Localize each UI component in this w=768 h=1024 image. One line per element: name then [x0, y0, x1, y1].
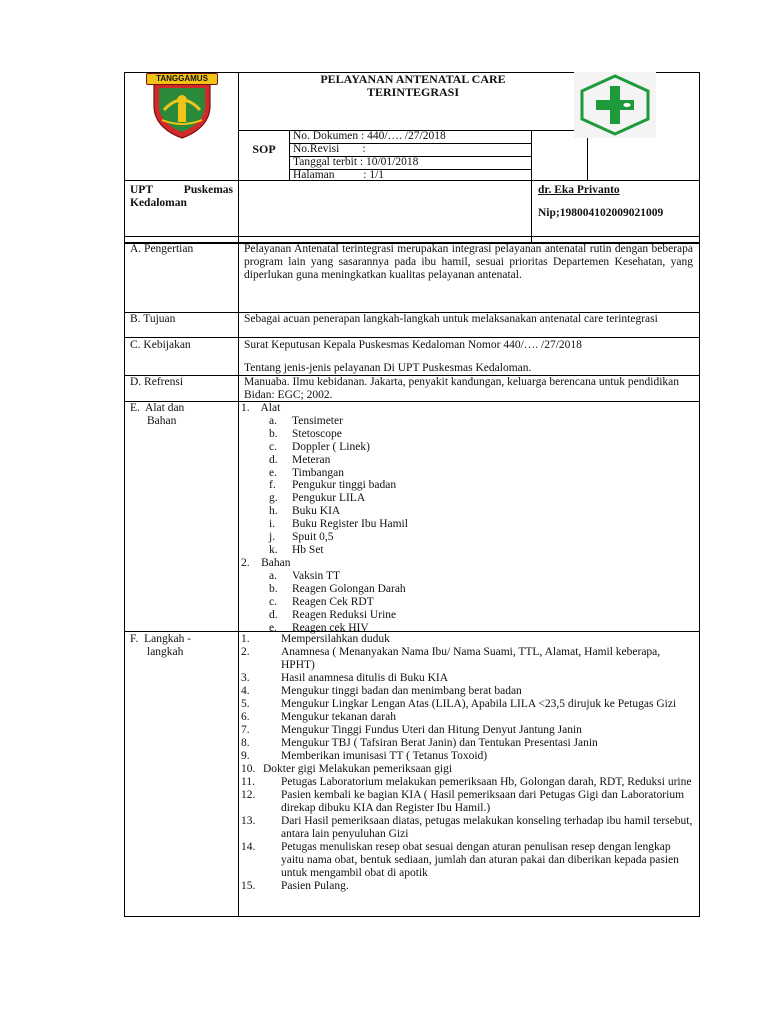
- sop-label: SOP: [252, 142, 276, 156]
- list-item: d. Reagen Reduksi Urine: [269, 608, 397, 621]
- kebijakan-line1: Surat Keputusan Kepala Puskesmas Kedaloman Nomor 440/…. /27/2018: [244, 339, 582, 351]
- list-item: e. Reagen cek HIV: [269, 621, 369, 634]
- list-item: 2. Anamnesa ( Menanyakan Nama Ibu/ Nama Suami, TTL, Alamat, Hamil keberapa, HPHT): [241, 646, 661, 671]
- alat-label-cell: [124, 401, 239, 632]
- sop-document: [124, 72, 700, 917]
- list-item: f. Pengukur tinggi badan: [269, 479, 397, 492]
- doc-revision: No.Revisi :: [293, 143, 366, 155]
- refrensi-text: Manuaba. Ilmu kebidanan. Jakarta, penyakit kandungan, keluarga berencana untuk pendidikan Bidan: EGC; 2002.: [244, 376, 680, 401]
- logo-label: TANGGAMUS: [156, 74, 208, 83]
- health-logo: [574, 72, 656, 138]
- alat-list: [269, 415, 569, 557]
- list-item: i. Buku Register Ibu Hamil: [269, 518, 408, 531]
- list-item: 13. Dari Hasil pemeriksaan diatas, petugas melakukan konseling terhadap ibu hamil tersebut, antara lain penyuluhan Gizi: [241, 815, 693, 840]
- list-item: j. Spuit 0,5: [269, 531, 334, 544]
- pengertian-label: A. Pengertian: [130, 243, 194, 255]
- list-item: 12. Pasien kembali ke bagian KIA ( Hasil pemeriksaan dari Petugas Gigi dan Laboratorium direkap dibuku KIA dan Register Ibu Hamil.): [241, 789, 685, 814]
- title-line1: PELAYANAN ANTENATAL CARE: [320, 72, 506, 86]
- alat-label-line1: E. Alat dan: [130, 402, 185, 414]
- langkah-label-cell: [124, 631, 239, 917]
- title-line2: TERINTEGRASI: [366, 85, 460, 99]
- list-item: 15. Pasien Pulang.: [241, 880, 349, 892]
- list-item: 5. Mengukur Lingkar Lengan Atas (LILA), Apabila LILA <23,5 dirujuk ke Petugas Gizi: [241, 698, 677, 710]
- list-item: 1. Mempersilahkan duduk: [241, 633, 390, 645]
- list-item: b. Stetoscope: [269, 427, 342, 440]
- doctor-nip: Nip;198004102009021009: [538, 207, 664, 219]
- list-item: a. Vaksin TT: [269, 570, 341, 582]
- list-item: h. Buku KIA: [269, 505, 341, 518]
- list-item: 3. Hasil anamnesa ditulis di Buku KIA: [241, 672, 449, 684]
- list-item: 4. Mengukur tinggi badan dan menimbang berat badan: [241, 685, 522, 697]
- list-item: a. Tensimeter: [269, 415, 343, 427]
- alat-heading: 1. Alat: [241, 402, 281, 414]
- tanggamus-logo: [148, 76, 216, 140]
- list-item: c. Doppler ( Linek): [269, 440, 370, 453]
- green-cross-icon: [574, 72, 656, 138]
- list-item: b. Reagen Golongan Darah: [269, 582, 406, 595]
- alat-label-line2: Bahan: [147, 415, 177, 427]
- tujuan-label: B. Tujuan: [130, 313, 176, 325]
- list-item: 9. Memberikan imunisasi TT ( Tetanus Toxoid): [241, 750, 488, 762]
- langkah-label-line1: F. Langkah -: [130, 633, 192, 645]
- bahan-heading: 2. Bahan: [241, 557, 291, 569]
- list-item: c. Reagen Cek RDT: [269, 595, 374, 608]
- tujuan-text: Sebagai acuan penerapan langkah-langkah untuk melaksanakan antenatal care terintegrasi: [244, 313, 658, 325]
- list-item: 10. Dokter gigi Melakukan pemeriksaan gigi: [241, 763, 453, 775]
- bahan-list: [269, 570, 569, 634]
- langkah-list: [241, 633, 693, 893]
- kebijakan-line2: Tentang jenis-jenis pelayanan Di UPT Puskesmas Kedaloman.: [244, 362, 532, 374]
- list-item: 14. Petugas menuliskan resep obat sesuai dengan aturan penulisan resep dengan lengkap yaitu nama obat, bentuk sediaan, jumlah dan aturan pakai dan diberikan kepada pasien untuk mengambil obat di apotik: [241, 841, 679, 879]
- list-item: k. Hb Set: [269, 543, 324, 556]
- list-item: e. Timbangan: [269, 466, 344, 479]
- list-item: d. Meteran: [269, 453, 331, 466]
- pengertian-text: Pelayanan Antenatal terintegrasi merupakan integrasi pelayanan antenatal rutin dengan beberapa program lain yang sasarannya pada ibu hamil, sesuai prioritas Departemen Kesehatan, yang diperlukan guna meningkatkan kualitas pelayanan antenatal.: [244, 243, 693, 281]
- doc-number: No. Dokumen : 440/…. /27/2018: [293, 130, 446, 142]
- list-item: 11. Petugas Laboratorium melakukan pemeriksaan Hb, Golongan darah, RDT, Reduksi urine: [241, 776, 692, 788]
- doc-issue-date: Tanggal terbit : 10/01/2018: [293, 156, 419, 168]
- list-item: 7. Mengukur Tinggi Fundus Uteri dan Hitung Denyut Jantung Janin: [241, 724, 582, 736]
- doctor-name: dr. Eka Privanto: [538, 184, 620, 196]
- list-item: 8. Mengukur TBJ ( Tafsiran Berat Janin) dan Tentukan Presentasi Janin: [241, 737, 598, 749]
- list-item: 6. Mengukur tekanan darah: [241, 711, 396, 723]
- middle-blank-cell: [238, 180, 532, 243]
- langkah-label-line2: langkah: [147, 646, 184, 658]
- kebijakan-label: C. Kebijakan: [130, 339, 191, 351]
- refrensi-label: D. Refrensi: [130, 376, 184, 388]
- list-item: g. Pengukur LILA: [269, 492, 366, 505]
- doc-page: Halaman : 1/1: [293, 169, 385, 181]
- unit-name: UPT Puskemas Kedaloman: [130, 184, 233, 209]
- tanggamus-emblem-icon: [148, 76, 216, 140]
